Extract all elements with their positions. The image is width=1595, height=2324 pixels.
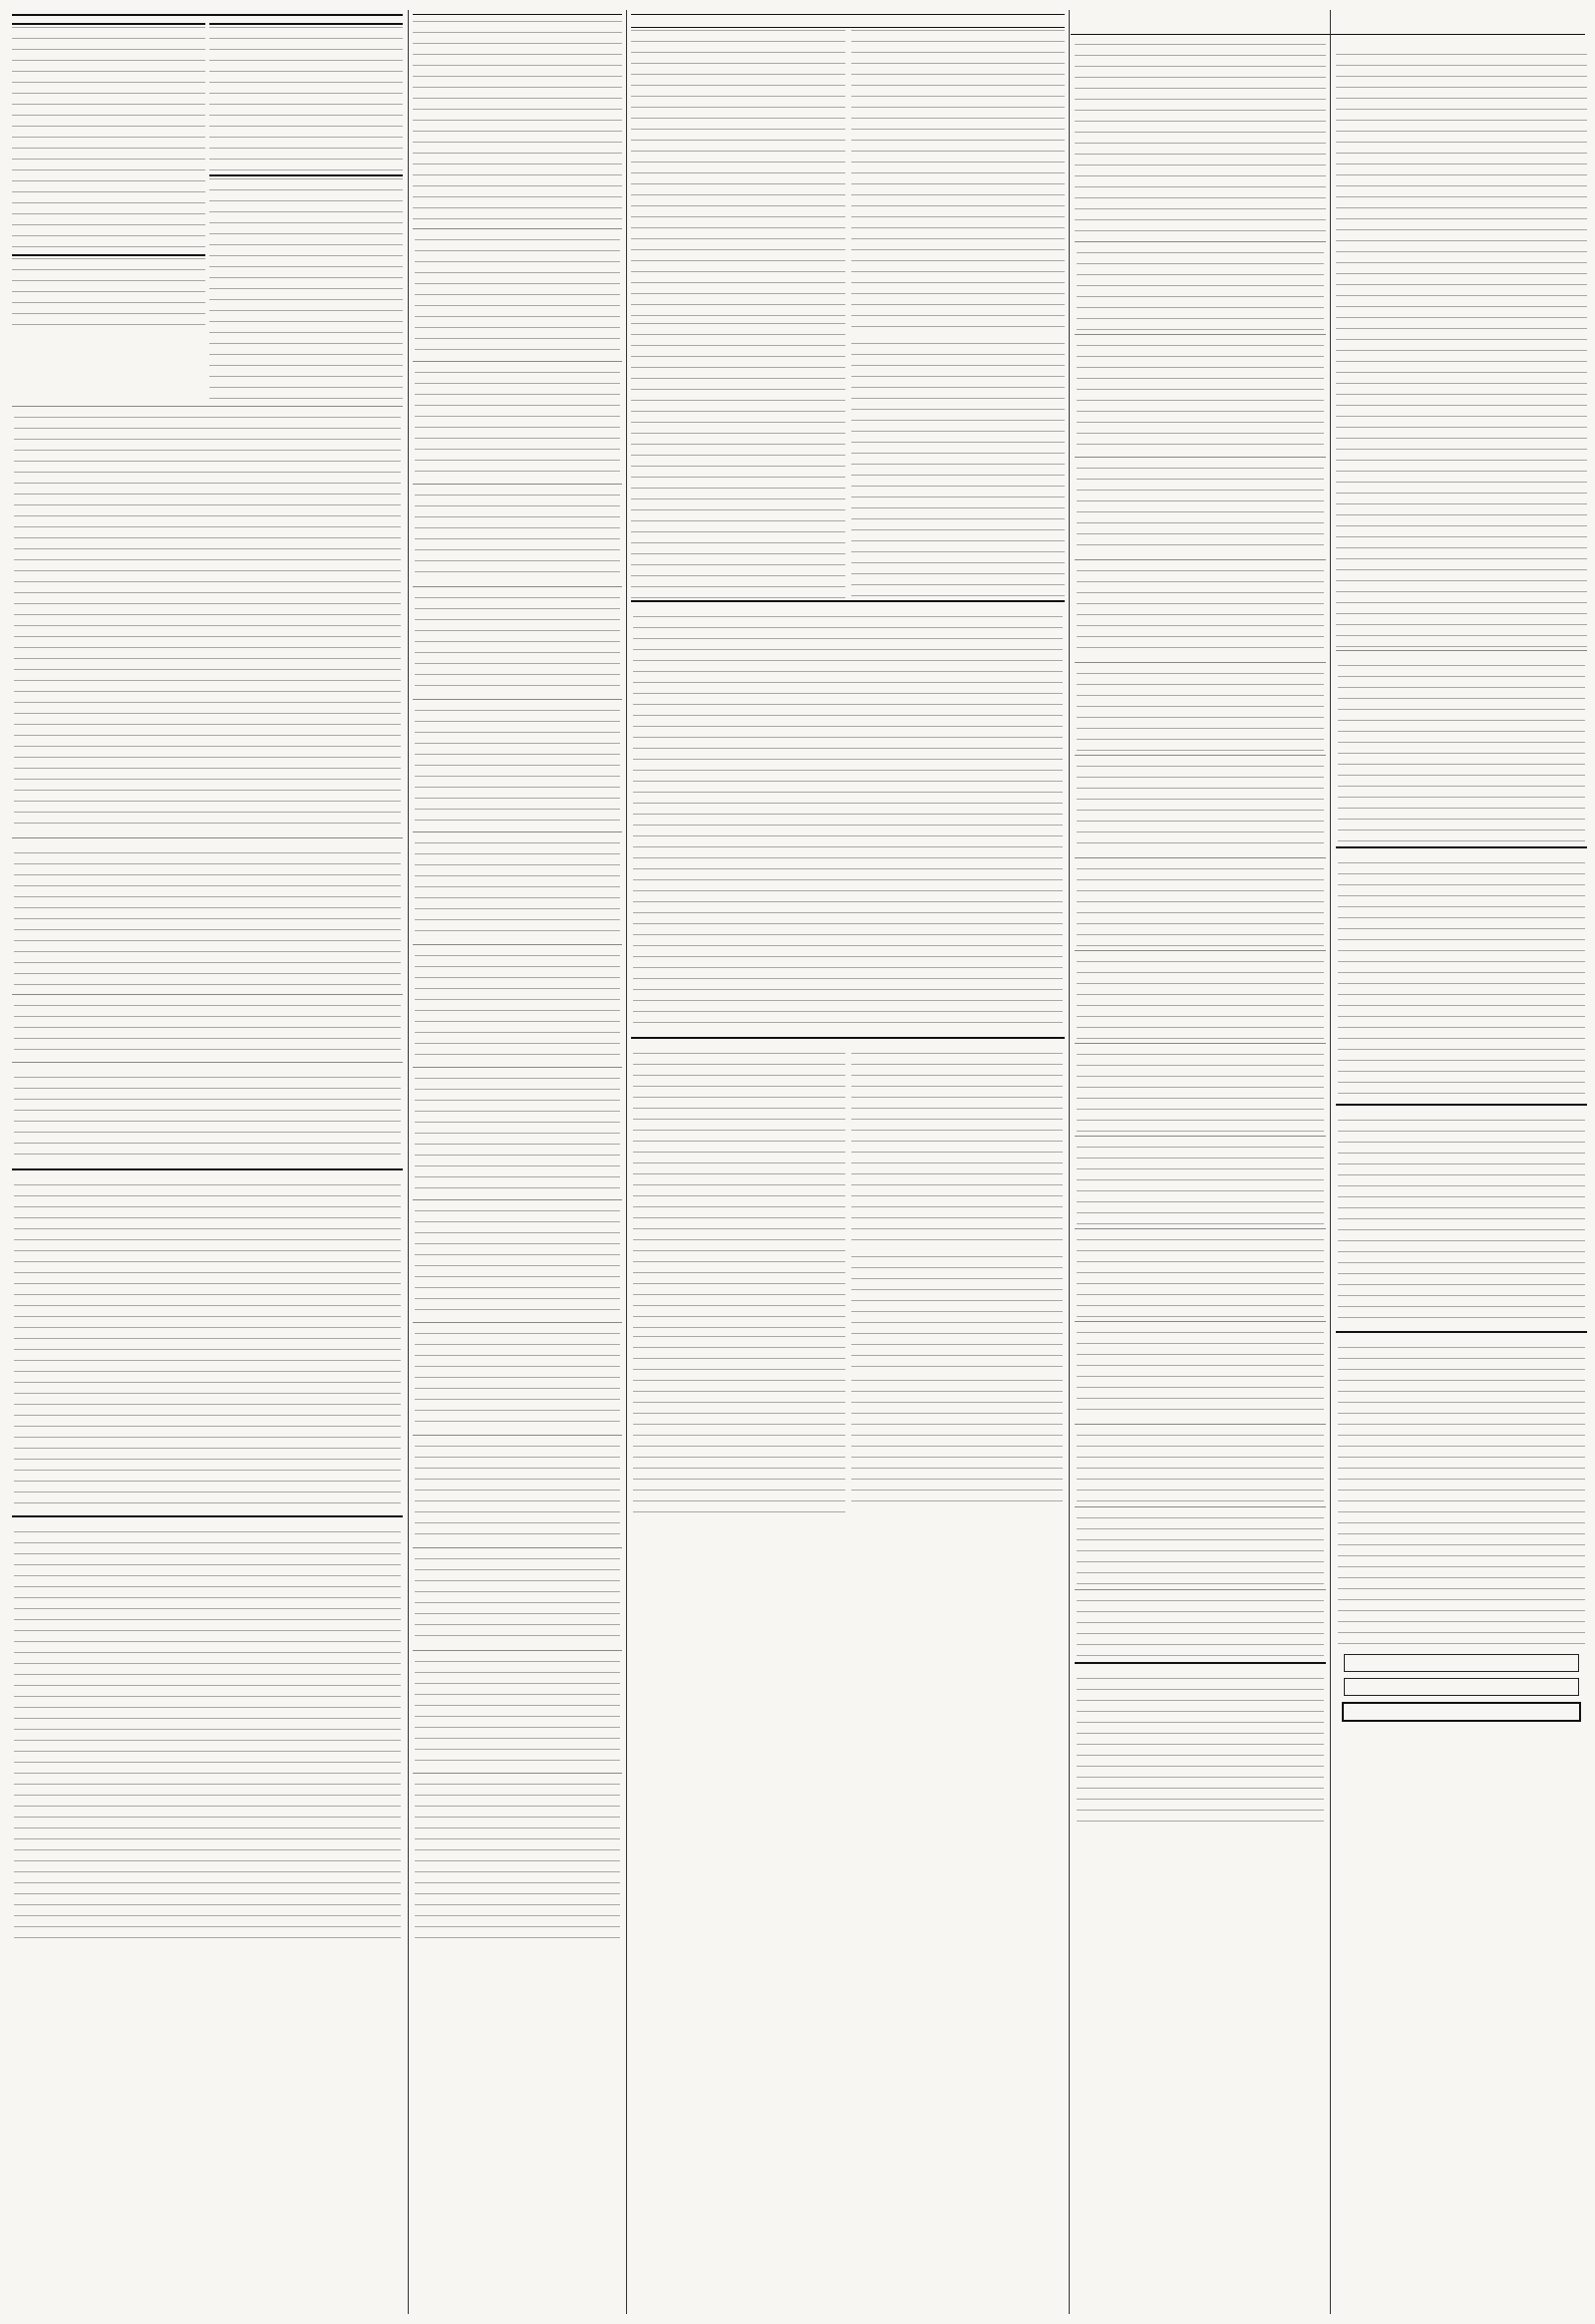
brief-body: [1077, 1515, 1324, 1585]
column-rule: [1330, 10, 1331, 2314]
brief-body: [415, 953, 620, 1063]
brief: [413, 1199, 622, 1322]
article-body: [851, 341, 1066, 600]
lottery-table: [413, 19, 622, 228]
brief: [413, 484, 622, 586]
table-rows: [12, 25, 205, 254]
brief-body: [415, 1076, 620, 1195]
article-body: [631, 28, 845, 317]
brief-body: [415, 840, 620, 940]
brief: [1075, 559, 1326, 662]
brief: [413, 1435, 622, 1547]
column-rule: [626, 10, 627, 2314]
brief-body: [1077, 866, 1324, 946]
column-lottery: [413, 10, 622, 2313]
column-rule: [1069, 10, 1070, 2314]
brief-body: [1077, 671, 1324, 751]
column-right: [1336, 40, 1587, 2313]
lead-col: [633, 1051, 845, 1513]
ad-title: [1350, 1710, 1573, 1714]
sports-col-left: [631, 28, 845, 600]
brief: [413, 1650, 622, 1773]
brief-body: [1077, 959, 1324, 1039]
advertisement: [1344, 1654, 1579, 1672]
brief-body: [1077, 764, 1324, 853]
brief: [413, 831, 622, 944]
table-rows: [12, 256, 205, 326]
brief-body: [1077, 1237, 1324, 1317]
column-news: [1075, 10, 1326, 2313]
notice: [1075, 1662, 1326, 1833]
lead-story: [1336, 846, 1587, 1104]
lead-story: [12, 1168, 403, 1515]
advertisement: [1342, 1702, 1581, 1722]
notice-footer: [1077, 1826, 1324, 1829]
brief-body: [415, 1208, 620, 1318]
brief-body: [1077, 1145, 1324, 1224]
brief: [1075, 857, 1326, 950]
brief-body: [415, 1444, 620, 1543]
brief: [413, 228, 622, 361]
brief-body: [1077, 343, 1324, 453]
brief-body: [415, 1331, 620, 1431]
lead-story: [1336, 1331, 1587, 1648]
brief: [413, 1067, 622, 1199]
column-sports: [631, 10, 1065, 2313]
brief: [413, 361, 622, 484]
article-body: [631, 321, 845, 600]
notice-body: [1077, 1676, 1324, 1826]
brief-body: [415, 1556, 620, 1646]
lead-columns: [633, 1051, 1063, 1513]
brief-body: [1077, 1598, 1324, 1658]
brief: [413, 1547, 622, 1650]
brief: [413, 586, 622, 699]
lead-body: [1338, 860, 1585, 1100]
news-body: [1075, 42, 1326, 241]
story: [12, 406, 403, 837]
brief: [1075, 1506, 1326, 1589]
brief: [1075, 1424, 1326, 1506]
table-rows: [209, 25, 403, 174]
brief: [1336, 650, 1587, 846]
brief-body: [1077, 1433, 1324, 1502]
brief-body: [415, 1782, 620, 1941]
brief-body: [415, 493, 620, 582]
brief: [1075, 1228, 1326, 1321]
ad-title: [1351, 1661, 1572, 1665]
brief: [1075, 662, 1326, 755]
lead-body: [633, 1334, 845, 1513]
brief: [413, 1322, 622, 1435]
brief-body: [415, 595, 620, 695]
main-headline: [631, 15, 1065, 23]
story-body: [14, 850, 401, 990]
lead-body: [633, 614, 1063, 1033]
column-economy: [12, 10, 403, 2313]
bottom-body: [14, 1529, 401, 1948]
brief: [1075, 1136, 1326, 1228]
brief-body: [1077, 466, 1324, 555]
story: [12, 837, 403, 994]
brief-body: [1077, 568, 1324, 658]
brief-body: [415, 237, 620, 357]
market-table-right: [209, 23, 403, 406]
brief: [1075, 334, 1326, 457]
lead-body: [1338, 1345, 1585, 1644]
advertisement: [1344, 1678, 1579, 1696]
article-body: [851, 28, 1066, 337]
brief-body: [1077, 1330, 1324, 1420]
lead-body: [1338, 1118, 1585, 1327]
brief-body: [415, 370, 620, 480]
brief: [1075, 241, 1326, 334]
column-rule: [408, 10, 409, 2314]
brief: [1075, 755, 1326, 857]
lead-col: [851, 1051, 1064, 1513]
lead-story: [631, 600, 1065, 1037]
exchange-subhead: [12, 16, 403, 20]
brief: [1075, 1043, 1326, 1136]
brief-body: [415, 1659, 620, 1769]
brief: [1075, 1589, 1326, 1662]
brief: [413, 1773, 622, 1945]
brief-body: [1077, 1052, 1324, 1132]
table-rows: [209, 176, 403, 406]
ad-title: [1351, 1685, 1572, 1689]
story: [12, 1062, 403, 1168]
sports-columns: [631, 28, 1065, 600]
brief-body: [415, 708, 620, 828]
market-tables: [12, 23, 403, 406]
lead-story: [631, 1037, 1065, 1517]
brief: [1075, 457, 1326, 559]
lead-body: [851, 1378, 1064, 1507]
story-body: [14, 1003, 401, 1058]
story: [12, 994, 403, 1062]
lead-story: [1336, 1104, 1587, 1331]
lead-body: [14, 1182, 401, 1511]
story-body: [14, 415, 401, 833]
article-body: [1336, 52, 1587, 650]
brief: [1075, 950, 1326, 1043]
lead-body: [633, 1051, 845, 1330]
sports-col-right: [851, 28, 1066, 600]
lead-body: [851, 1051, 1064, 1250]
market-table-left: [12, 23, 205, 406]
brief: [413, 944, 622, 1067]
brief: [1075, 1321, 1326, 1424]
lead-body: [851, 1254, 1064, 1374]
brief-body: [1338, 663, 1585, 842]
brief-body: [1077, 250, 1324, 330]
brief: [413, 699, 622, 831]
bottom-story: [12, 1515, 403, 1952]
story-body: [14, 1075, 401, 1164]
